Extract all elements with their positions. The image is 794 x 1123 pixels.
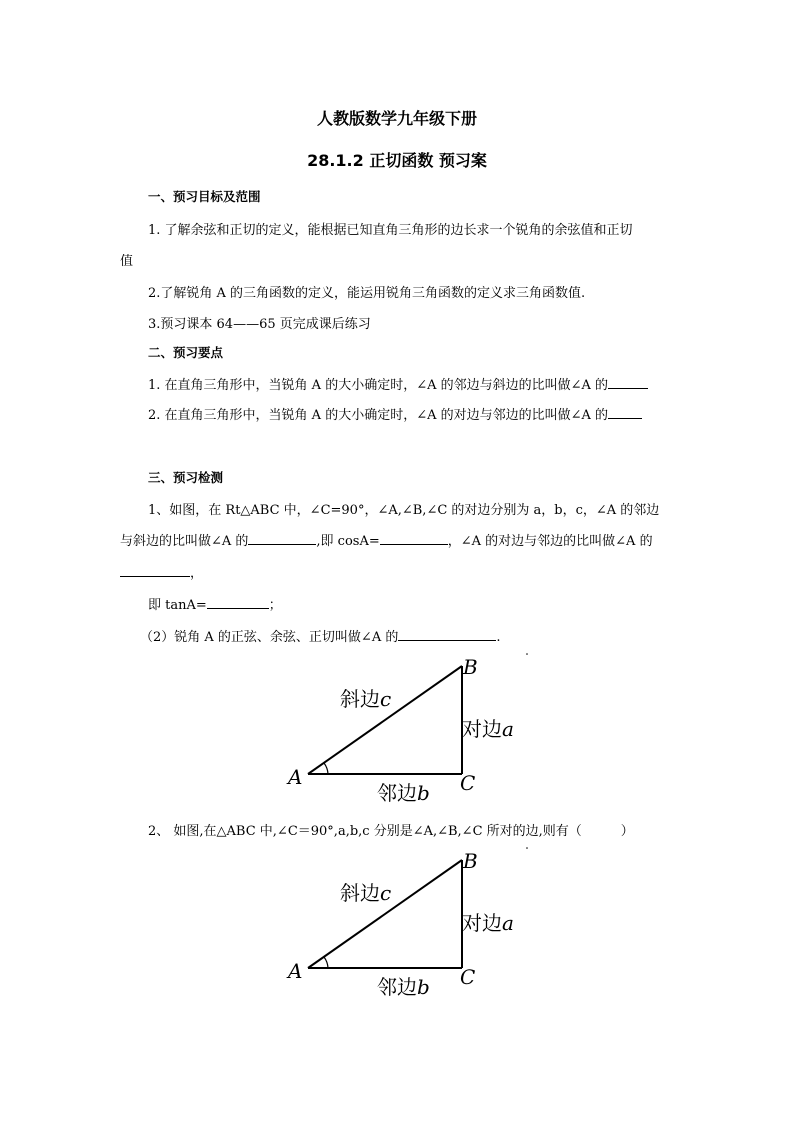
answer-blank[interactable]	[608, 405, 642, 419]
q1-line4-text-b: ；	[268, 598, 282, 613]
side-hypotenuse	[308, 860, 462, 968]
answer-blank[interactable]	[207, 595, 269, 609]
figure-dot	[526, 653, 528, 655]
side-hypotenuse	[308, 666, 462, 774]
q1-line4	[148, 594, 282, 613]
q1-line2-text-c: ，∠A 的对边与邻边的比叫做∠A 的	[447, 534, 653, 549]
q1-line5-text-b: .	[496, 630, 501, 645]
triangle-figure-1	[280, 648, 540, 808]
answer-blank[interactable]	[248, 531, 316, 545]
vertex-c-label: C	[460, 965, 476, 989]
q2-text: 2、 如图,在△ABC 中,∠C＝90°,a,b,c 分别是∠A,∠B,∠C 所对的边,则有（ ）	[148, 824, 634, 839]
answer-blank[interactable]	[398, 627, 496, 641]
section1-item3: 3.预习课本 64——65 页完成课后练习	[148, 317, 371, 332]
section1-item2: 2.了解锐角 A 的三角函数的定义，能运用锐角三角函数的定义求三角函数值.	[148, 286, 586, 301]
answer-blank[interactable]	[380, 531, 448, 545]
vertex-a-label: A	[288, 765, 303, 789]
adjacent-label: 邻边b	[377, 975, 430, 999]
section1-heading: 一、预习目标及范围	[148, 189, 261, 204]
q1-line5-text-a: （2）锐角 A 的正弦、余弦、正切叫做∠A 的	[140, 630, 399, 645]
vertex-b-label: B	[463, 655, 478, 679]
vertex-c-label: C	[460, 771, 476, 795]
figure-dot	[526, 847, 528, 849]
vertex-b-label: B	[463, 849, 478, 873]
opposite-label: 对边a	[462, 911, 514, 935]
answer-blank[interactable]	[608, 375, 648, 389]
hypotenuse-label: 斜边c	[340, 881, 392, 905]
section2-item2-text: 2. 在直角三角形中，当锐角 A 的大小确定时，∠A 的对边与邻边的比叫做∠A 的	[148, 408, 609, 423]
q1-line5	[140, 626, 500, 645]
document-subtitle: 28.1.2 正切函数 预习案	[307, 151, 487, 170]
q1-line4-text-a: 即 tanA=	[148, 598, 207, 613]
section3-heading: 三、预习检测	[148, 470, 224, 485]
q1-line2	[120, 530, 653, 549]
vertex-a-label: A	[288, 959, 303, 983]
angle-a-arc	[324, 957, 328, 968]
section2-heading: 二、预习要点	[148, 345, 224, 360]
adjacent-label: 邻边b	[377, 781, 430, 805]
document-title: 人教版数学九年级下册	[316, 109, 477, 128]
section1-item1-line2: 值	[120, 254, 134, 269]
answer-blank[interactable]	[120, 563, 190, 577]
q1-line1: 1、如图，在 Rt△ABC 中，∠C=90°，∠A,∠B,∠C 的对边分别为 a，b，c，∠A 的邻边	[148, 503, 660, 518]
triangle-figure-2	[280, 842, 540, 1002]
q1-line2-text-a: 与斜边的比叫做∠A 的	[120, 534, 249, 549]
q1-line3-text: ，	[190, 566, 204, 581]
section2-item2	[148, 404, 642, 423]
q1-line3	[120, 562, 203, 581]
hypotenuse-label: 斜边c	[340, 687, 392, 711]
q1-line2-text-b: ,即 cosA=	[316, 534, 380, 549]
angle-a-arc	[324, 763, 328, 774]
section2-item1-text: 1. 在直角三角形中，当锐角 A 的大小确定时，∠A 的邻边与斜边的比叫做∠A 的	[148, 378, 609, 393]
opposite-label: 对边a	[462, 717, 514, 741]
section2-item1	[148, 374, 648, 393]
section1-item1-line1: 1. 了解余弦和正切的定义，能根据已知直角三角形的边长求一个锐角的余弦值和正切	[148, 223, 633, 238]
